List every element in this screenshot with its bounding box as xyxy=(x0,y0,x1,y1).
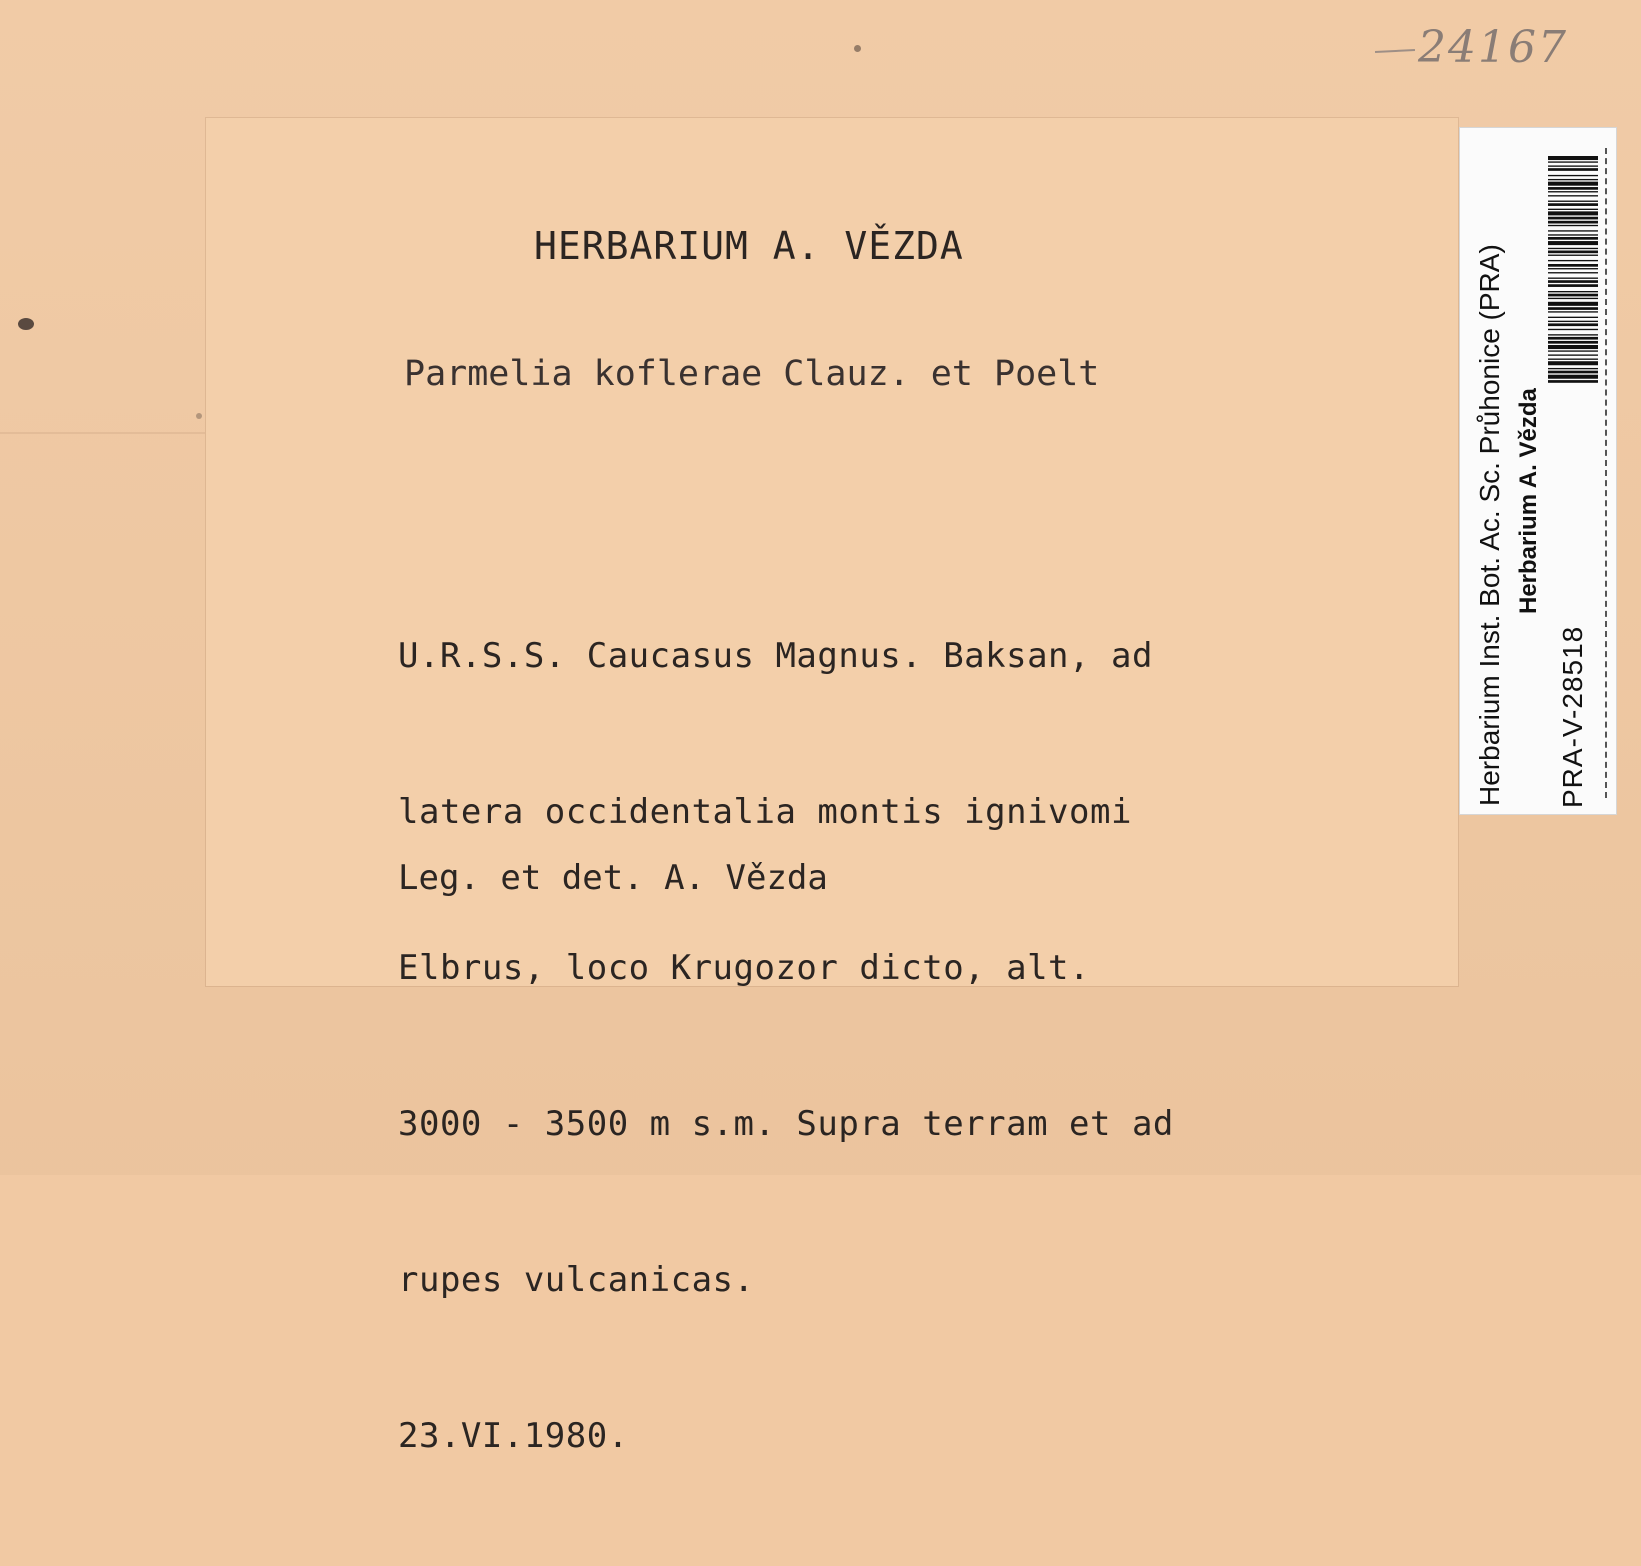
barcode-bar xyxy=(1548,311,1598,312)
barcode-bar xyxy=(1548,191,1598,192)
barcode-bar xyxy=(1548,237,1598,240)
barcode-bar xyxy=(1548,371,1598,374)
barcode-bar xyxy=(1548,291,1598,292)
barcode-bar xyxy=(1548,350,1598,351)
taxon-name: Parmelia koflerae Clauz. et Poelt xyxy=(404,354,1100,394)
paper-speck xyxy=(854,45,861,52)
barcode-bar xyxy=(1548,221,1598,224)
barcode-bar xyxy=(1548,187,1598,190)
barcode-bar xyxy=(1548,334,1598,335)
barcode-bar xyxy=(1548,264,1598,267)
barcode-bar xyxy=(1548,345,1598,349)
barcode-bar xyxy=(1548,284,1598,287)
barcode-bar xyxy=(1548,317,1598,318)
locality-line: latera occidentalia montis ignivomi xyxy=(398,792,1132,832)
barcode-bar xyxy=(1548,321,1598,322)
barcode-bar xyxy=(1548,161,1598,162)
label-header: HERBARIUM A. VĚZDA xyxy=(534,224,964,268)
locality-line: 3000 - 3500 m s.m. Supra terram et ad xyxy=(398,1104,1174,1144)
collection-date: 23.VI.1980. xyxy=(398,1416,629,1456)
barcode-bar xyxy=(1548,260,1598,261)
specimen-id: PRA-V-28518 xyxy=(1557,625,1588,808)
paper-speck xyxy=(196,413,202,419)
barcode-icon xyxy=(1548,156,1598,570)
paper-fold-line xyxy=(0,432,205,434)
barcode-bar xyxy=(1548,278,1598,279)
barcode-bar xyxy=(1548,298,1598,299)
institution-barcode-strip xyxy=(1459,127,1617,815)
barcode-bar xyxy=(1548,182,1598,186)
barcode-bar xyxy=(1548,329,1598,330)
barcode-bar xyxy=(1548,201,1598,202)
barcode-bar xyxy=(1548,255,1598,256)
barcode-bar xyxy=(1548,368,1598,369)
barcode-bar xyxy=(1548,217,1598,220)
paper-speck xyxy=(18,318,34,330)
specimen-label xyxy=(206,118,1458,1456)
handwritten-accession-number: 24167 xyxy=(1418,22,1568,73)
locality-line: U.R.S.S. Caucasus Magnus. Baksan, ad xyxy=(398,636,1153,676)
barcode-bar xyxy=(1548,323,1598,326)
pencil-dash xyxy=(1375,49,1415,53)
barcode-bar xyxy=(1548,241,1598,245)
barcode-bar xyxy=(1548,341,1598,344)
barcode-bar xyxy=(1548,302,1598,306)
dashed-rule xyxy=(1605,148,1607,798)
barcode-bar xyxy=(1548,268,1598,269)
locality-line: Elbrus, loco Krugozor dicto, alt. xyxy=(398,948,1091,988)
barcode-bar xyxy=(1548,294,1598,297)
barcode-bar xyxy=(1548,156,1598,160)
barcode-bar xyxy=(1548,361,1598,365)
barcode-bar xyxy=(1548,195,1598,196)
barcode-bar xyxy=(1548,272,1598,273)
collection-name: Herbarium A. Vězda xyxy=(1515,388,1542,614)
barcode-bar xyxy=(1548,359,1598,360)
barcode-bar xyxy=(1548,354,1598,355)
barcode-bar xyxy=(1548,375,1598,379)
barcode-bar xyxy=(1548,168,1598,171)
barcode-bar xyxy=(1548,230,1598,231)
barcode-bar xyxy=(1548,380,1598,383)
barcode-bar xyxy=(1548,337,1598,340)
collector-line: Leg. et det. A. Vězda xyxy=(398,858,828,898)
barcode-bar xyxy=(1548,280,1598,283)
barcode-bar xyxy=(1548,165,1598,166)
locality-line: rupes vulcanicas. xyxy=(398,1260,755,1300)
barcode-bar xyxy=(1548,175,1598,176)
barcode-bar xyxy=(1548,211,1598,215)
barcode-bar xyxy=(1548,225,1598,226)
barcode-bar xyxy=(1548,209,1598,210)
barcode-bar xyxy=(1548,251,1598,254)
barcode-bar xyxy=(1548,248,1598,249)
locality-text xyxy=(398,526,1174,1566)
barcode-bar xyxy=(1548,307,1598,310)
institution-name: Herbarium Inst. Bot. Ac. Sc. Průhonice (PRA) xyxy=(1474,244,1505,806)
barcode-bar xyxy=(1548,234,1598,235)
barcode-bar xyxy=(1548,179,1598,180)
barcode-bar xyxy=(1548,203,1598,206)
